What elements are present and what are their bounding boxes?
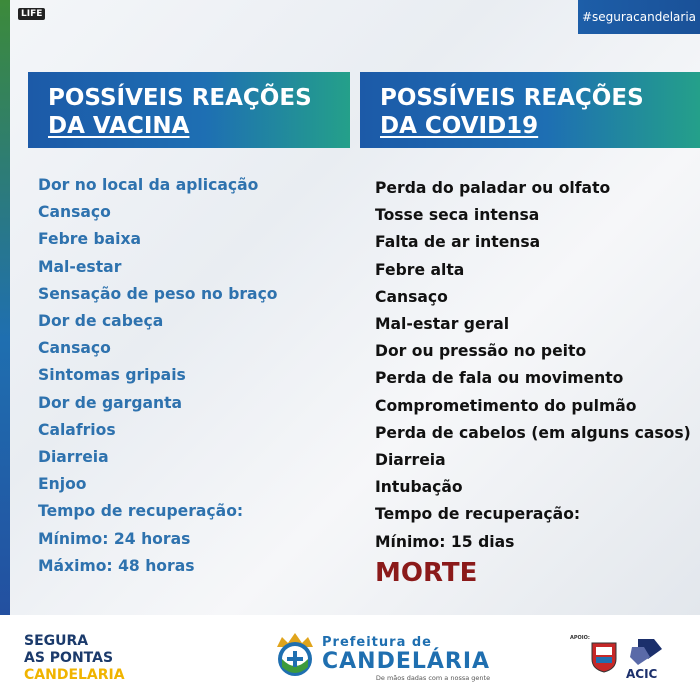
list-item: Mínimo: 24 horas (38, 529, 191, 548)
list-item: Febre alta (375, 260, 465, 279)
list-item: Calafrios (38, 420, 116, 439)
life-logo: LIFE (18, 8, 45, 20)
vaccine-reactions-list (38, 172, 278, 580)
hashtag-banner: #seguracandelaria (578, 0, 700, 34)
list-item: Perda do paladar ou olfato (375, 179, 611, 197)
acic-label: ACIC (626, 667, 658, 681)
vaccine-header-line2: DA VACINA (48, 113, 190, 139)
footer-bar (0, 615, 700, 700)
list-item: Perda de fala ou movimento (375, 369, 624, 388)
crest-icon (590, 639, 618, 673)
list-item: Dor de cabeça (38, 312, 164, 331)
list-item: Falta de ar intensa (375, 233, 541, 252)
list-item: Mal-estar geral (375, 315, 510, 334)
list-item: Mal-estar (38, 257, 122, 276)
prefeitura-tagline: De mãos dadas com a nossa gente (375, 674, 491, 682)
left-accent-stripe (0, 0, 10, 615)
list-item: Sensação de peso no braço (38, 284, 278, 303)
list-item: Tempo de recuperação: (38, 502, 244, 521)
list-item: Tempo de recuperação: (375, 505, 581, 524)
brand-line1: SEGURA (24, 633, 89, 649)
apoio-label: APOIO: (570, 635, 590, 641)
list-item: Dor de garganta (38, 393, 183, 412)
covid-header-line1: POSSÍVEIS REAÇÕES (380, 85, 644, 111)
list-item: Comprometimento do pulmão (375, 396, 637, 415)
list-item: Cansaço (375, 287, 448, 306)
list-item: Enjoo (38, 475, 87, 494)
vaccine-reactions-header (28, 72, 350, 148)
list-item: Perda de cabelos (em alguns casos) (375, 423, 691, 442)
list-item: Tosse seca intensa (375, 206, 540, 225)
list-item: Mínimo: 15 dias (375, 532, 515, 551)
list-item: Dor ou pressão no peito (375, 342, 587, 361)
covid-header-line2: DA COVID19 (380, 113, 539, 139)
segura-as-pontas-logo (24, 633, 125, 684)
list-item: Intubação (375, 478, 463, 497)
brand-line2: AS PONTAS (24, 650, 114, 666)
list-item: Diarreia (375, 451, 446, 470)
list-item: Máximo: 48 horas (38, 556, 195, 575)
prefeitura-line2: CANDELÁRIA (322, 649, 491, 674)
list-item: Febre baixa (38, 230, 142, 249)
list-item: Sintomas gripais (38, 366, 186, 385)
list-item: Dor no local da aplicação (38, 176, 259, 194)
brand-line3: CANDELARIA (24, 667, 125, 683)
list-item: Cansaço (38, 339, 111, 358)
list-item: Diarreia (38, 448, 109, 467)
list-item: Cansaço (38, 203, 111, 222)
covid-reactions-list (375, 175, 691, 556)
vaccine-header-line1: POSSÍVEIS REAÇÕES (48, 85, 312, 111)
covid-reactions-header (360, 72, 700, 148)
prefeitura-logo (322, 635, 490, 682)
municipal-emblem-icon (272, 629, 318, 681)
death-highlight: MORTE (375, 558, 478, 588)
prefeitura-line1: Prefeitura de (322, 635, 432, 650)
